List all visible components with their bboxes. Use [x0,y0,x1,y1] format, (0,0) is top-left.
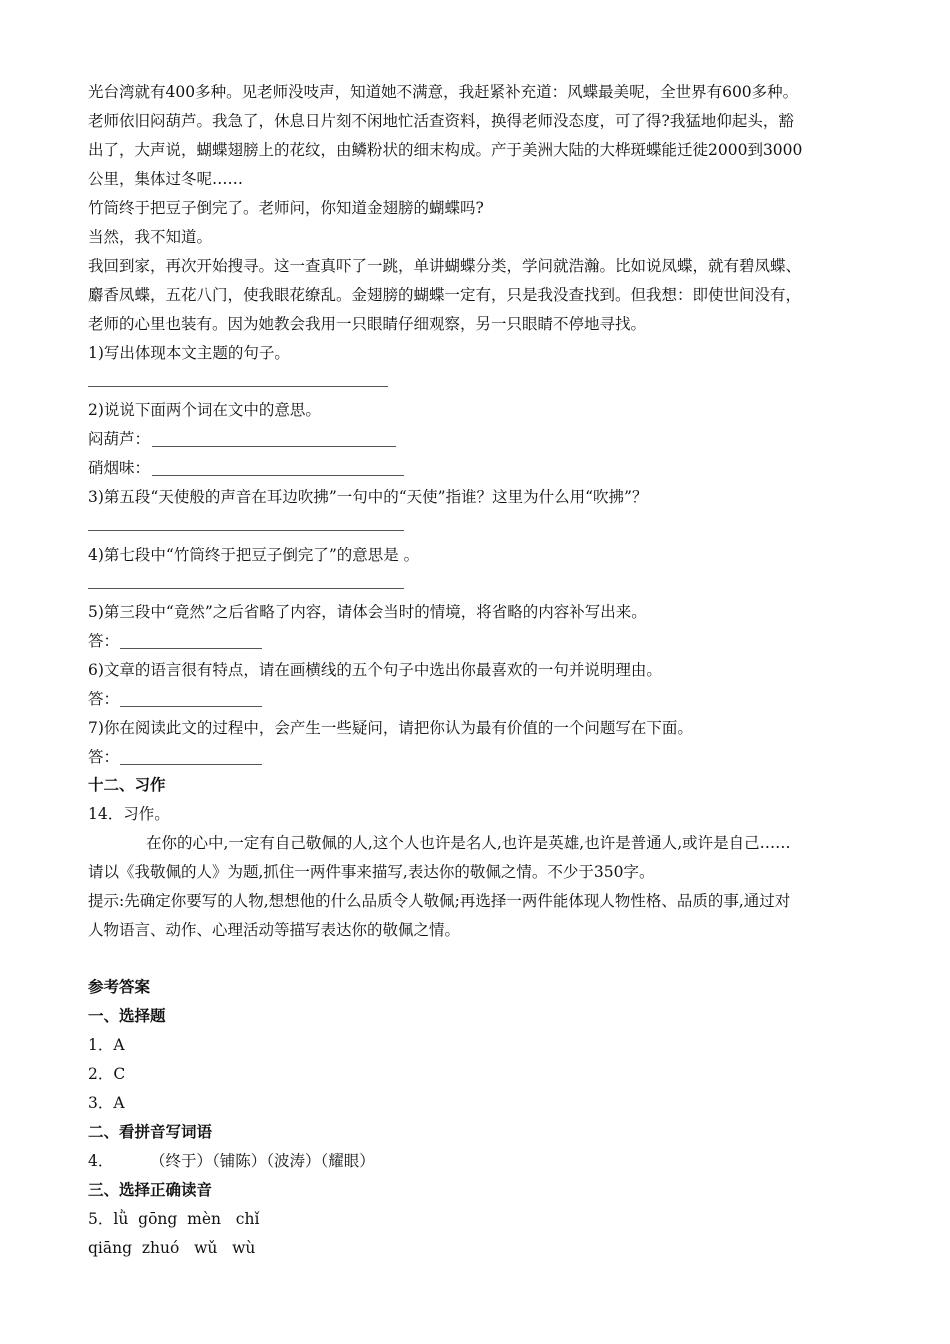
answer-label-5: 答： [88,632,120,650]
answers-section-3: 三、选择正确读音 [88,1181,213,1199]
passage-line: 公里，集体过冬呢…… [88,170,244,188]
passage-line: 老师的心里也装有。因为她教会我用一只眼睛仔细观察，另一只眼睛不停地寻找。 [88,315,647,333]
answer-item-5-line2: qiāng zhuó wǔ wù [88,1239,256,1257]
answers-section-2: 二、看拼音写词语 [88,1123,213,1141]
question-6: 6)文章的语言很有特点，请在画横线的五个句子中选出你最喜欢的一句并说明理由。 [88,661,662,679]
passage-line: 麝香凤蝶，五花八门，使我眼花缭乱。金翅膀的蝴蝶一定有，只是我没查找到。但我想：即使世间没有， [88,286,802,304]
essay-prompt-line: 在你的心中,一定有自己敬佩的人,这个人也许是名人,也许是英雄,也许是普通人,或许是自己…… [146,834,791,852]
question-3: 3)第五段“天使般的声音在耳边吹拂”一句中的“天使”指谁？这里为什么用“吹拂”？ [88,488,648,506]
answer-item: 1．A [88,1036,125,1054]
answer-item: 2．C [88,1065,126,1083]
answer-line-2b [152,475,404,476]
section-12-item: 14．习作。 [88,805,170,823]
answer-line-1 [88,386,388,387]
answer-line-6 [120,706,262,707]
answer-item: 3．A [88,1094,125,1112]
answer-label-7: 答： [88,748,120,766]
answer-line-4 [88,588,404,589]
answer-line-2a [152,446,396,447]
answer-line-7 [120,764,262,765]
answer-item-4-number: 4． [88,1152,114,1170]
question-2a-label: 闷葫芦： [88,430,151,448]
passage-line: 光台湾就有400多种。见老师没吱声，知道她不满意，我赶紧补充道：风蝶最美呢，全世界有600多种。 [88,83,799,101]
answer-item-4-words: （终于）（铺陈）（波涛）（耀眼） [150,1152,375,1170]
passage-line: 出了，大声说，蝴蝶翅膀上的花纹，由鳞粉状的细末构成。产于美洲大陆的大桦斑蝶能迁徙2000到3000 [88,141,803,159]
section-12-heading: 十二、习作 [88,776,166,794]
essay-prompt-line: 请以《我敬佩的人》为题,抓住一两件事来描写,表达你的敬佩之情。不少于350字。 [88,863,655,881]
passage-line: 我回到家，再次开始搜寻。这一查真吓了一跳，单讲蝴蝶分类，学问就浩瀚。比如说凤蝶，就有碧凤蝶、 [88,257,802,275]
question-4: 4)第七段中“竹筒终于把豆子倒完了”的意思是 。 [88,546,420,564]
answer-line-3 [88,530,404,531]
question-7: 7)你在阅读此文的过程中，会产生一些疑问，请把你认为最有价值的一个问题写在下面。 [88,719,693,737]
passage-line: 竹筒终于把豆子倒完了。老师问，你知道金翅膀的蝴蝶吗? [88,199,484,217]
question-1: 1)写出体现本文主题的句子。 [88,344,290,362]
question-2: 2)说说下面两个词在文中的意思。 [88,401,321,419]
answer-line-5 [120,648,262,649]
answer-item-5-line1: 5．lǜ gōng mèn chǐ [88,1210,260,1228]
essay-hint-line: 提示:先确定你要写的人物,想想他的什么品质令人敬佩;再选择一两件能体现人物性格、品质的事,通过对 [88,892,791,910]
passage-line: 当然，我不知道。 [88,228,213,246]
answers-title: 参考答案 [88,978,151,996]
question-2b-label: 硝烟味： [88,459,151,477]
essay-hint-line: 人物语言、动作、心理活动等描写表达你的敬佩之情。 [88,921,461,939]
answers-section-1: 一、选择题 [88,1007,166,1025]
answer-label-6: 答： [88,690,120,708]
question-5: 5)第三段中“竟然”之后省略了内容，请体会当时的情境，将省略的内容补写出来。 [88,603,647,621]
passage-line: 老师依旧闷葫芦。我急了，休息日片刻不闲地忙活查资料，换得老师没态度，可了得?我猛地仰起头，豁 [88,112,794,130]
